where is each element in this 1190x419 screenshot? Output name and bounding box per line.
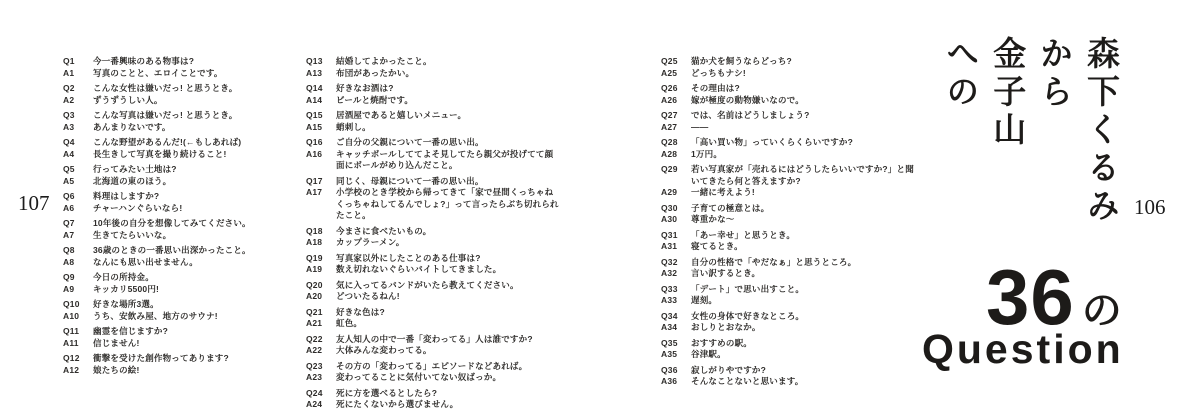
question-text: 行ってみたい土地は?: [93, 164, 177, 174]
answer-line: [306, 122, 562, 134]
answer-label: A22: [306, 345, 323, 355]
answer-text: おしりとおなか。: [691, 322, 761, 332]
answer-label: A16: [306, 148, 323, 159]
answer-text: 言い訳するとき。: [691, 268, 761, 278]
question-text: 子育ての極意とは。: [691, 202, 770, 213]
question-label: Q14: [306, 83, 323, 93]
answer-label: A31: [661, 241, 678, 251]
question-text: 幽霊を信じますか?: [93, 326, 168, 336]
question-line: [661, 137, 917, 149]
question-line: [306, 361, 562, 373]
vertical-title-line-1: 森下くるみ: [1083, 36, 1120, 226]
qa-pair: [63, 110, 305, 133]
question-text: ご自分の父親について一番の思い出。: [336, 137, 484, 147]
answer-line: [661, 187, 917, 199]
question-label: Q22: [306, 333, 323, 344]
question-line: [63, 56, 305, 68]
question-text: 結婚してよかったこと。: [336, 56, 432, 66]
answer-text: 変わってることに気付いてない奴ばっか。: [336, 372, 502, 382]
question-line: [63, 272, 305, 284]
qa-pair: [306, 83, 562, 106]
qa-pair: [63, 56, 305, 79]
qa-pair: [661, 284, 917, 307]
answer-text: あんまりないです。: [93, 121, 171, 132]
question-text: では、名前はどうしましょう?: [691, 110, 810, 120]
question-line: [63, 245, 305, 257]
answer-label: A29: [661, 187, 678, 197]
question-line: [306, 226, 562, 238]
answer-text: 長生きして写真を撮り続けること!: [93, 148, 227, 159]
answer-text: なんにも思い出せません。: [93, 256, 198, 267]
answer-label: A10: [63, 310, 80, 321]
answer-label: A11: [63, 337, 79, 348]
question-line: [306, 334, 562, 346]
answer-text: どついたるねん!: [336, 291, 400, 301]
answer-label: A1: [63, 67, 75, 78]
answer-line: [661, 241, 917, 253]
answer-line: [306, 68, 562, 80]
question-text: 若い写真家が「売れるにはどうしたらいいですか?」と聞いてきたら何と答えますか?: [691, 164, 914, 186]
question-text: 10年後の自分を想像してみてください。: [93, 218, 251, 228]
page-number-left: 107: [18, 191, 50, 215]
answer-text: 写真のことと、エロイことです。: [93, 67, 223, 78]
answer-text: 嫁が極度の動物嫌いなので。: [691, 94, 804, 105]
title-question-word: Question: [922, 326, 1124, 372]
question-text: 好きな場所3選。: [93, 299, 159, 309]
answer-line: [661, 122, 917, 134]
answer-text: 虹色。: [336, 318, 363, 328]
answer-label: A9: [63, 283, 75, 294]
question-text: おすすめの駅。: [691, 337, 752, 348]
answer-line: [306, 345, 562, 357]
answer-text: カップラーメン。: [336, 237, 405, 247]
answer-text: 寝てるとき。: [691, 241, 743, 251]
question-label: Q19: [306, 252, 323, 263]
answer-label: A21: [306, 318, 323, 328]
answer-label: A36: [661, 376, 678, 386]
question-text: その方の「変わってる」エピソードなどあれば。: [336, 360, 528, 371]
question-text: 友人知人の中で一番「変わってる」人は誰ですか?: [336, 333, 533, 344]
question-line: [306, 307, 562, 319]
question-label: Q27: [661, 110, 678, 120]
answer-line: [661, 322, 917, 334]
qa-pair: [661, 365, 917, 388]
answer-text: ビールと焼酎です。: [336, 94, 414, 105]
answer-label: A18: [306, 237, 323, 247]
qa-pair: [661, 230, 917, 253]
qa-pair: [306, 176, 562, 222]
answer-text: ずうずうしい人。: [93, 94, 163, 105]
question-line: [63, 83, 305, 95]
qa-pair: [661, 257, 917, 280]
qa-pair: [306, 110, 562, 133]
question-label: Q16: [306, 137, 323, 147]
qa-pair: [661, 311, 917, 334]
qa-pair: [661, 110, 917, 133]
question-text: 女性の身体で好きなところ。: [691, 310, 805, 321]
qa-pair: [306, 280, 562, 303]
answer-line: [63, 284, 305, 296]
answer-line: [306, 95, 562, 107]
answer-text: うち、安飲み屋、地方のサウナ!: [93, 310, 218, 321]
answer-text: 信じません!: [93, 337, 140, 348]
question-label: Q18: [306, 225, 323, 236]
answer-line: [661, 349, 917, 361]
question-line: [661, 110, 917, 122]
question-label: Q1: [63, 56, 75, 66]
question-text: こんな写真は嫌いだっ! と思うとき。: [93, 110, 238, 120]
answer-label: A15: [306, 121, 323, 132]
answer-line: [306, 187, 562, 222]
question-line: [661, 56, 917, 68]
qa-pair: [63, 353, 305, 376]
answer-line: [661, 268, 917, 280]
qa-pair: [661, 338, 917, 361]
title-count: 36: [986, 253, 1075, 341]
question-line: [661, 284, 917, 296]
question-text: こんな女性は嫌いだっ! と思うとき。: [93, 83, 238, 93]
answer-line: [63, 230, 305, 242]
question-line: [63, 299, 305, 311]
qa-column-2: [306, 56, 562, 415]
question-text: 寂しがりやですか?: [691, 364, 766, 375]
question-line: [306, 253, 562, 265]
vertical-title-line-2: から: [1036, 36, 1074, 112]
answer-text: 北海道の東のほう。: [93, 175, 172, 186]
question-line: [661, 338, 917, 350]
qa-pair: [306, 253, 562, 276]
question-label: Q26: [661, 83, 678, 93]
answer-text: 布団があったかい。: [336, 67, 415, 78]
answer-text: 生きてたらいいな。: [93, 229, 172, 240]
title-count-block: [986, 253, 1122, 341]
answer-line: [661, 149, 917, 161]
answer-label: A13: [306, 67, 323, 78]
qa-pair: [63, 299, 305, 322]
answer-text: チャーハンぐらいなら!: [93, 202, 183, 213]
question-text: 今日の所持金。: [93, 272, 154, 282]
question-label: Q8: [63, 245, 75, 255]
answer-label: A34: [661, 322, 678, 332]
question-line: [306, 176, 562, 188]
question-line: [661, 203, 917, 215]
question-label: Q25: [661, 56, 678, 66]
answer-line: [63, 68, 305, 80]
answer-text: そんなことないと思います。: [691, 376, 804, 386]
qa-pair: [661, 164, 917, 199]
question-label: Q33: [661, 283, 678, 294]
question-line: [661, 230, 917, 242]
qa-pair: [63, 272, 305, 295]
qa-pair: [306, 307, 562, 330]
question-line: [63, 137, 305, 149]
question-text: 気に入ってるバンドがいたら教えてください。: [336, 279, 519, 290]
question-line: [306, 388, 562, 400]
question-text: 居酒屋であると嬉しいメニュー。: [336, 110, 467, 120]
answer-text: 谷津駅。: [691, 349, 726, 359]
answer-line: [63, 149, 305, 161]
qa-pair: [306, 361, 562, 384]
question-line: [306, 110, 562, 122]
qa-pair: [661, 56, 917, 79]
answer-line: [63, 338, 305, 350]
answer-label: A26: [661, 94, 678, 105]
answer-line: [661, 95, 917, 107]
question-label: Q29: [661, 164, 678, 174]
question-text: 今まさに食べたいもの。: [336, 225, 432, 236]
question-line: [661, 257, 917, 269]
qa-pair: [661, 203, 917, 226]
answer-text: キッカリ5500円!: [93, 283, 160, 294]
qa-pair: [63, 137, 305, 160]
answer-text: 一緒に考えよう!: [691, 187, 755, 197]
question-line: [661, 365, 917, 377]
answer-line: [63, 203, 305, 215]
answer-line: [63, 311, 305, 323]
question-text: 猫か犬を飼うならどっち?: [691, 56, 792, 66]
answer-line: [661, 68, 917, 80]
qa-pair: [63, 218, 305, 241]
question-line: [63, 164, 305, 176]
question-label: Q21: [306, 306, 323, 317]
answer-line: [63, 365, 305, 377]
question-label: Q36: [661, 364, 678, 375]
question-text: 自分の性格で「やだなぁ」と思うところ。: [691, 256, 857, 267]
answer-text: 小学校のとき学校から帰ってきて「家で昼間くっちゃねくっちゃねしてるんでしょ?」って言ったらぶち切れられたこと。: [336, 187, 559, 220]
answer-text: 尊重かな〜: [691, 214, 735, 224]
question-label: Q15: [306, 110, 323, 120]
answer-label: A19: [306, 264, 323, 274]
answer-line: [661, 214, 917, 226]
question-text: 衝撃を受けた創作物ってあります?: [93, 353, 229, 363]
question-text: 好きな色は?: [336, 306, 385, 317]
answer-line: [661, 376, 917, 388]
question-label: Q4: [63, 137, 75, 147]
qa-pair: [63, 326, 305, 349]
answer-text: 蛸刺し。: [336, 121, 371, 132]
question-line: [306, 280, 562, 292]
question-label: Q7: [63, 218, 75, 228]
question-label: Q23: [306, 360, 323, 371]
answer-line: [306, 264, 562, 276]
question-line: [661, 83, 917, 95]
vertical-title-line-3: 金子山: [989, 36, 1027, 150]
question-label: Q17: [306, 175, 323, 186]
answer-line: [306, 291, 562, 303]
answer-text: キャッチボールしててよそ見してたら親父が投げてて顔面にボールがめり込んだこと。: [336, 148, 554, 170]
answer-label: A30: [661, 214, 678, 224]
answer-label: A28: [661, 148, 678, 159]
question-label: Q11: [63, 326, 80, 336]
question-line: [63, 191, 305, 203]
question-label: Q35: [661, 337, 678, 348]
question-line: [661, 164, 917, 187]
answer-line: [306, 237, 562, 249]
question-text: 「高い買い物」っていくらくらいですか?: [691, 137, 853, 147]
question-label: Q13: [306, 56, 323, 66]
answer-label: A12: [63, 364, 80, 375]
question-text: 「デート」で思い出すこと。: [691, 283, 805, 294]
answer-label: A7: [63, 229, 75, 240]
qa-pair: [306, 226, 562, 249]
question-text: こんな野望があるんだ!(←もしあれば): [93, 137, 242, 147]
qa-pair: [306, 334, 562, 357]
question-line: [63, 110, 305, 122]
answer-line: [63, 176, 305, 188]
question-text: 「あー幸せ」と思うとき。: [691, 229, 796, 240]
qa-pair: [661, 137, 917, 160]
page-number-right: 106: [1134, 195, 1166, 219]
answer-text: 遅刻。: [691, 295, 718, 305]
answer-label: A4: [63, 148, 75, 159]
answer-label: A27: [661, 121, 678, 132]
question-line: [306, 83, 562, 95]
answer-label: A14: [306, 94, 323, 105]
question-label: Q5: [63, 164, 75, 174]
answer-line: [306, 318, 562, 330]
answer-line: [661, 295, 917, 307]
qa-pair: [63, 245, 305, 268]
answer-label: A5: [63, 175, 75, 186]
answer-line: [63, 257, 305, 269]
answer-line: [63, 122, 305, 134]
qa-pair: [306, 388, 562, 411]
answer-line: [63, 95, 305, 107]
question-label: Q30: [661, 202, 678, 213]
question-label: Q12: [63, 353, 80, 363]
vertical-title-line-4: への: [942, 36, 980, 112]
qa-pair: [63, 83, 305, 106]
question-label: Q32: [661, 256, 678, 267]
answer-text: 大体みんな変わってる。: [336, 345, 432, 355]
answer-label: A23: [306, 372, 323, 382]
question-line: [63, 353, 305, 365]
question-label: Q9: [63, 272, 75, 282]
qa-pair: [306, 137, 562, 172]
answer-label: A25: [661, 67, 678, 78]
question-label: Q24: [306, 387, 323, 398]
answer-label: A2: [63, 94, 75, 105]
question-label: Q31: [661, 229, 678, 240]
answer-line: [306, 399, 562, 411]
qa-pair: [63, 191, 305, 214]
answer-text: 数え切れないぐらいバイトしてきました。: [336, 264, 502, 274]
answer-label: A8: [63, 256, 75, 267]
answer-label: A32: [661, 268, 678, 278]
question-label: Q28: [661, 137, 678, 147]
question-text: 今一番興味のある物事は?: [93, 56, 195, 66]
question-label: Q20: [306, 279, 323, 290]
question-text: 好きなお酒は?: [336, 83, 394, 93]
question-text: 同じく、母親について一番の思い出。: [336, 175, 484, 186]
question-label: Q2: [63, 83, 75, 93]
qa-pair: [63, 164, 305, 187]
title-particle: の: [1081, 289, 1122, 333]
question-line: [63, 218, 305, 230]
question-line: [306, 56, 562, 68]
question-label: Q10: [63, 299, 80, 309]
question-line: [63, 326, 305, 338]
answer-line: [306, 149, 562, 172]
answer-text: ――: [691, 121, 709, 132]
answer-line: [306, 372, 562, 384]
question-line: [306, 137, 562, 149]
qa-column-1: [63, 56, 305, 380]
answer-text: 死にたくないから選びません。: [336, 399, 459, 409]
vertical-title: [937, 36, 1124, 226]
answer-label: A35: [661, 349, 678, 359]
question-label: Q34: [661, 310, 678, 321]
question-line: [661, 311, 917, 323]
answer-label: A20: [306, 291, 323, 301]
question-text: 写真家以外にしたことのある仕事は?: [336, 252, 481, 263]
answer-label: A33: [661, 295, 678, 305]
question-text: 料理はしますか?: [93, 191, 160, 201]
qa-pair: [661, 83, 917, 106]
answer-label: A3: [63, 121, 75, 132]
answer-text: どっちもナシ!: [691, 67, 746, 78]
question-label: Q3: [63, 110, 75, 120]
answer-text: 1万円。: [691, 148, 723, 159]
answer-label: A17: [306, 187, 323, 197]
qa-pair: [306, 56, 562, 79]
qa-column-3: [661, 56, 917, 392]
answer-label: A24: [306, 399, 323, 409]
answer-text: 娘たちの絵!: [93, 364, 140, 375]
answer-label: A6: [63, 202, 75, 213]
question-text: その理由は?: [691, 83, 740, 93]
question-label: Q6: [63, 191, 75, 201]
question-text: 死に方を選べるとしたら?: [336, 387, 438, 398]
question-text: 36歳のときの一番思い出深かったこと。: [93, 245, 251, 255]
